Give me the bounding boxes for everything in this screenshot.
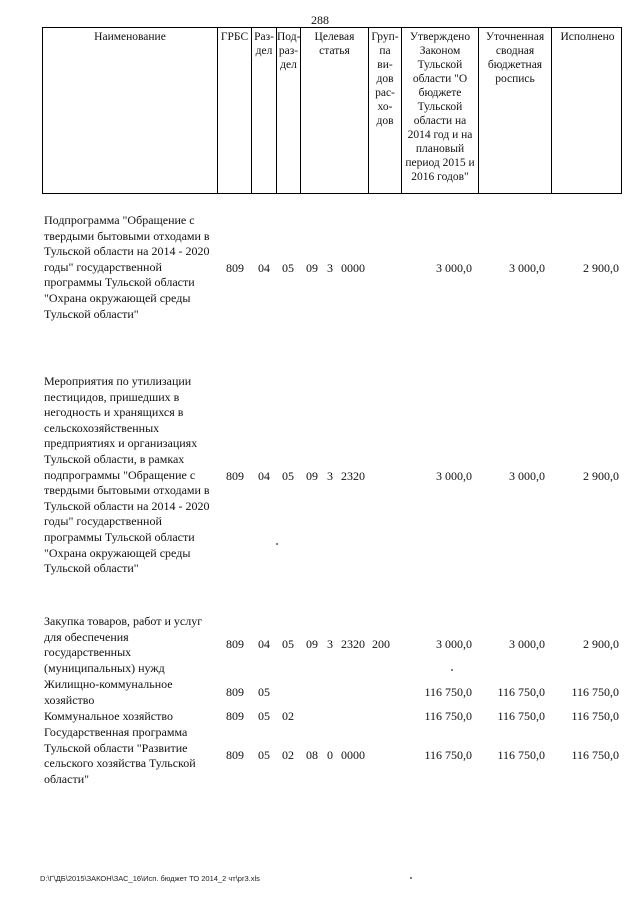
cell-grbs: 809 xyxy=(226,685,244,699)
cell-vid: 200 xyxy=(372,637,390,651)
table-header xyxy=(42,27,622,194)
page-number: 288 xyxy=(311,13,329,27)
cell-grbs: 809 xyxy=(226,637,244,651)
cell-grbs: 809 xyxy=(226,748,244,762)
cell-razdel: 05 xyxy=(258,685,270,699)
cell-executed: 116 750,0 xyxy=(571,748,619,762)
scan-speck xyxy=(451,669,453,671)
cell-podrazdel: 05 xyxy=(282,261,294,275)
cell-refined: 3 000,0 xyxy=(509,637,545,651)
cell-refined: 116 750,0 xyxy=(497,709,545,723)
row-name: Коммунальное хозяйство xyxy=(44,709,173,723)
cell-target-subprogram: 0 xyxy=(327,748,333,762)
cell-razdel: 04 xyxy=(258,261,270,275)
cell-refined: 3 000,0 xyxy=(509,261,545,275)
cell-target-subprogram: 3 xyxy=(327,469,333,483)
cell-refined: 3 000,0 xyxy=(509,469,545,483)
cell-grbs: 809 xyxy=(226,469,244,483)
cell-podrazdel: 02 xyxy=(282,748,294,762)
cell-target-direction: 2320 xyxy=(341,469,365,483)
header-vid: Груп- па ви- дов рас- хо- дов xyxy=(369,28,402,193)
cell-executed: 2 900,0 xyxy=(583,637,619,651)
cell-approved: 116 750,0 xyxy=(424,709,472,723)
cell-approved: 116 750,0 xyxy=(424,685,472,699)
cell-approved: 3 000,0 xyxy=(436,637,472,651)
cell-grbs: 809 xyxy=(226,709,244,723)
cell-executed: 116 750,0 xyxy=(571,709,619,723)
header-grbs: ГРБС xyxy=(218,28,252,193)
scan-speck xyxy=(276,543,278,545)
header-podrazdel: Под- раз- дел xyxy=(277,28,301,193)
cell-approved: 3 000,0 xyxy=(436,469,472,483)
header-executed: Исполнено xyxy=(560,31,615,43)
cell-executed: 2 900,0 xyxy=(583,261,619,275)
cell-podrazdel: 02 xyxy=(282,709,294,723)
cell-target-program: 08 xyxy=(306,748,318,762)
cell-grbs: 809 xyxy=(226,261,244,275)
cell-target-subprogram: 3 xyxy=(327,637,333,651)
cell-target-subprogram: 3 xyxy=(327,261,333,275)
header-razdel: Раз- дел xyxy=(252,28,277,193)
row-name: Государственная программа Тульской области "Развитие сельского хозяйства Тульской области" xyxy=(44,725,196,786)
cell-razdel: 04 xyxy=(258,469,270,483)
file-path-footer: D:\Г\ДБ\2015\ЗАКОН\ЗАС_16\Исп. бюджет ТО 2014_2 чт\pr3.xls xyxy=(40,874,260,883)
header-name: Наименование xyxy=(43,28,218,193)
cell-refined: 116 750,0 xyxy=(497,685,545,699)
header-approved: Утверждено Законом Тульской области "О бюджете Тульской области на 2014 год и на плановый период 2015 и 2016 годов" xyxy=(402,28,479,193)
cell-podrazdel: 05 xyxy=(282,469,294,483)
row-name: Подпрограмма "Обращение с твердыми бытовыми отходами в Тульской области на 2014 - 2020 годы" государственной программы Тульской области "Охрана окружающей среды Тульской области" xyxy=(44,213,210,321)
cell-approved: 3 000,0 xyxy=(436,261,472,275)
row-name: Закупка товаров, работ и услуг для обеспечения государственных (муниципальных) нужд xyxy=(44,614,203,675)
header-refined: Уточненная сводная бюджетная роспись xyxy=(479,28,552,193)
cell-razdel: 05 xyxy=(258,748,270,762)
scan-speck xyxy=(410,877,412,879)
cell-executed: 2 900,0 xyxy=(583,469,619,483)
cell-razdel: 05 xyxy=(258,709,270,723)
cell-target-direction: 0000 xyxy=(341,261,365,275)
cell-approved: 116 750,0 xyxy=(424,748,472,762)
cell-target-program: 09 xyxy=(306,261,318,275)
cell-executed: 116 750,0 xyxy=(571,685,619,699)
cell-target-program: 09 xyxy=(306,469,318,483)
row-name: Жилищно-коммунальное хозяйство xyxy=(44,677,173,707)
cell-target-program: 09 xyxy=(306,637,318,651)
cell-razdel: 04 xyxy=(258,637,270,651)
row-name: Мероприятия по утилизации пестицидов, пришедших в негодность и хранящихся в сельскохозяйственных предприятиях и организациях Тульской области, в рамках подпрограммы "Обращение с твердыми бытовыми отходами в Тульской области на 2014 - 2020 годы" государственной программы Тульской области "Охрана окружающей среды Тульской области" xyxy=(44,374,210,576)
cell-refined: 116 750,0 xyxy=(497,748,545,762)
cell-podrazdel: 05 xyxy=(282,637,294,651)
cell-target-direction: 0000 xyxy=(341,748,365,762)
header-target: Целевая статья xyxy=(301,28,369,193)
cell-target-direction: 2320 xyxy=(341,637,365,651)
